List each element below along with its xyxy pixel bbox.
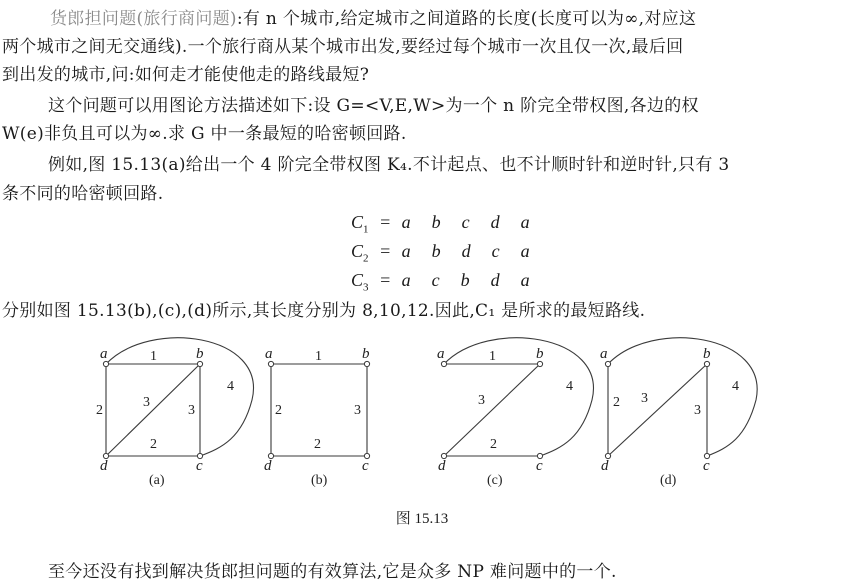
weight-ad: 2 bbox=[96, 403, 103, 418]
circuit-c2: $C_2 = a$ b d c a bbox=[351, 241, 530, 265]
vertex-a bbox=[103, 361, 108, 366]
label-b: b bbox=[703, 346, 711, 362]
circuit-c1: $C_1 = a$ b c d a bbox=[351, 212, 530, 236]
edge-ac bbox=[608, 338, 757, 456]
weight-bc: 3 bbox=[354, 403, 361, 418]
label-a: a bbox=[100, 346, 108, 362]
panel-b bbox=[264, 346, 370, 488]
panel-a bbox=[96, 338, 253, 488]
problem-alt-title: (旅行商问题) bbox=[136, 9, 237, 29]
para3-line2: 条不同的哈密顿回路. bbox=[2, 184, 164, 204]
label-a: a bbox=[437, 346, 445, 362]
panel-caption: (a) bbox=[149, 473, 165, 488]
weight-ac: 4 bbox=[732, 379, 739, 394]
weight-ad: 2 bbox=[613, 395, 620, 410]
edge-bd bbox=[608, 364, 707, 456]
label-b: b bbox=[196, 346, 204, 362]
weight-dc: 2 bbox=[314, 437, 321, 452]
para1-line1 bbox=[50, 8, 696, 30]
panel-caption: (c) bbox=[487, 473, 503, 488]
weight-ac: 4 bbox=[566, 379, 573, 394]
para1-line2: 两个城市之间无交通线).一个旅行商从某个城市出发,要经过每个城市一次且仅一次,最后回 bbox=[2, 37, 684, 57]
label-d: d bbox=[264, 458, 272, 474]
weight-ad: 2 bbox=[275, 403, 282, 418]
figure-15-13 bbox=[0, 330, 844, 500]
weight-bd: 3 bbox=[478, 393, 485, 408]
para2-line1: 这个问题可以用图论方法描述如下:设 G=<V,E,W>为一个 n 阶完全带权图,各边的权 bbox=[48, 96, 699, 116]
para3-line1: 例如,图 15.13(a)给出一个 4 阶完全带权图 K₄.不计起点、也不计顺时针和逆时针,只有 3 bbox=[48, 155, 730, 175]
panel-caption: (b) bbox=[311, 473, 328, 488]
panel-c bbox=[437, 338, 593, 488]
para1-line1-rest: :有 n 个城市,给定城市之间道路的长度(长度可以为∞,对应这 bbox=[236, 9, 697, 29]
label-c: c bbox=[362, 458, 369, 474]
weight-bc: 3 bbox=[694, 403, 701, 418]
edge-ac bbox=[444, 338, 593, 456]
label-d: d bbox=[601, 458, 609, 474]
label-d: d bbox=[100, 458, 108, 474]
vertex-b bbox=[364, 361, 369, 366]
figure-caption: 图 15.13 bbox=[395, 511, 449, 527]
para1-line3: 到出发的城市,问:如何走才能使他走的路线最短? bbox=[2, 65, 370, 85]
weight-ab: 1 bbox=[150, 349, 157, 364]
para4: 分别如图 15.13(b),(c),(d)所示,其长度分别为 8,10,12.因此,C₁ 是所求的最短路线. bbox=[2, 301, 646, 321]
label-a: a bbox=[600, 346, 608, 362]
label-c: c bbox=[196, 458, 203, 474]
weight-bd: 3 bbox=[143, 395, 150, 410]
vertex-a bbox=[441, 361, 446, 366]
label-c: c bbox=[703, 458, 710, 474]
label-b: b bbox=[362, 346, 370, 362]
panel-caption: (d) bbox=[660, 473, 677, 488]
para5: 至今还没有找到解决货郎担问题的有效算法,它是众多 NP 难问题中的一个. bbox=[48, 562, 617, 582]
label-a: a bbox=[265, 346, 273, 362]
label-b: b bbox=[536, 346, 544, 362]
label-c: c bbox=[536, 458, 543, 474]
vertex-b bbox=[537, 361, 542, 366]
panel-d bbox=[600, 338, 757, 488]
label-d: d bbox=[438, 458, 446, 474]
vertex-b bbox=[704, 361, 709, 366]
problem-title: 货郎担问题 bbox=[50, 9, 137, 29]
weight-ab: 1 bbox=[489, 349, 496, 364]
para2-line2: W(e)非负且可以为∞.求 G 中一条最短的哈密顿回路. bbox=[2, 124, 407, 144]
weight-bd: 3 bbox=[641, 391, 648, 406]
weight-bc: 3 bbox=[188, 403, 195, 418]
vertex-a bbox=[605, 361, 610, 366]
weight-ab: 1 bbox=[315, 349, 322, 364]
weight-dc: 2 bbox=[490, 437, 497, 452]
vertex-b bbox=[197, 361, 202, 366]
edge-ac bbox=[106, 338, 253, 456]
weight-dc: 2 bbox=[150, 437, 157, 452]
weight-ac: 4 bbox=[227, 379, 234, 394]
circuit-c3: $C_3 = a$ c b d a bbox=[351, 270, 530, 294]
vertex-a bbox=[268, 361, 273, 366]
